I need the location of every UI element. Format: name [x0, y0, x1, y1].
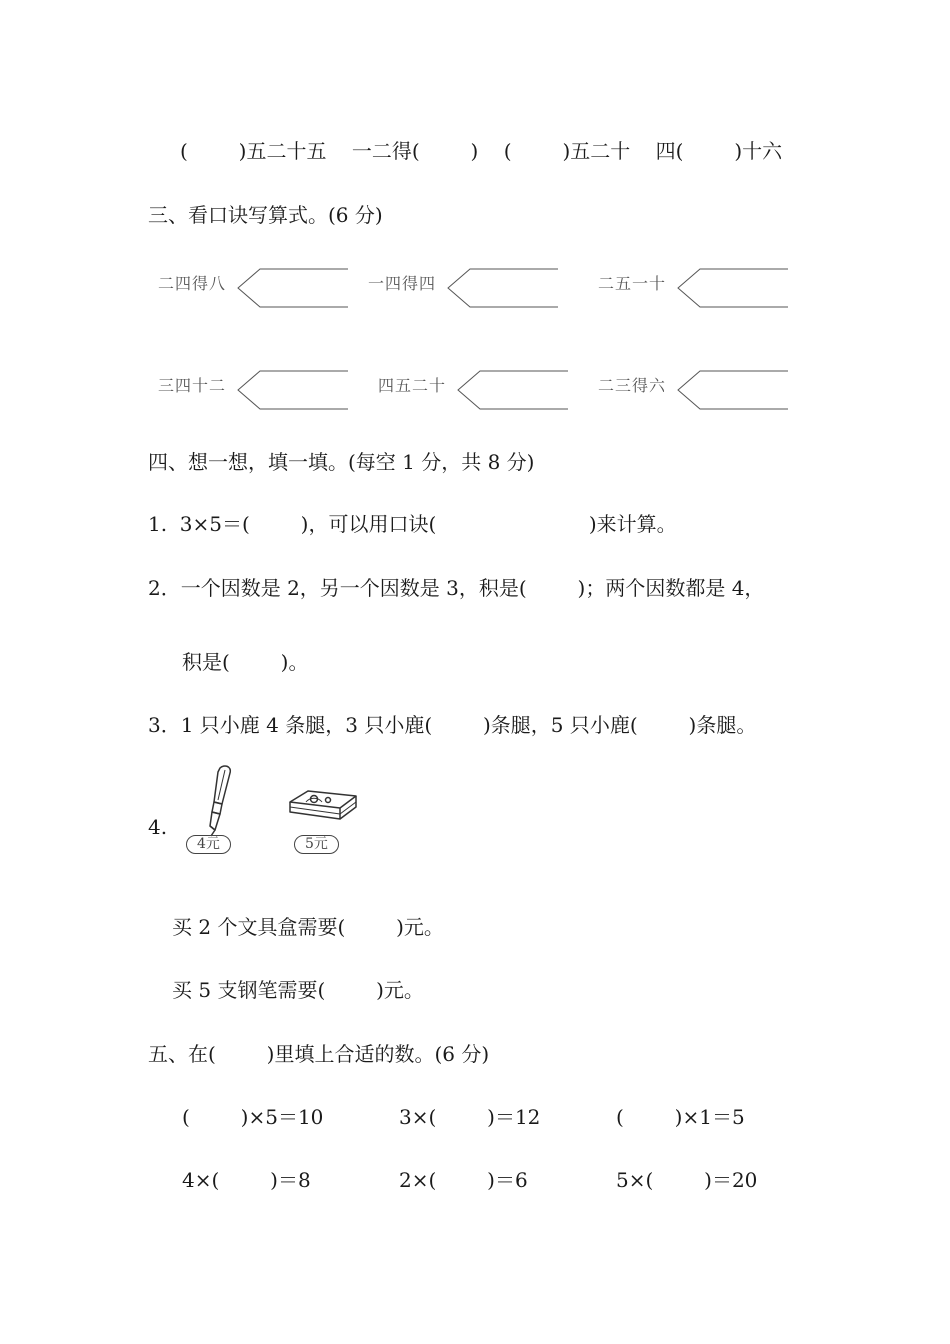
rhyme-text: 二三得六 — [598, 376, 667, 395]
answer-lines — [598, 258, 808, 314]
equation: 2×( )＝6 — [399, 1168, 528, 1192]
equation: 4×( )＝8 — [182, 1168, 311, 1192]
question-2: 2．一个因数是 2，另一个因数是 3，积是( )；两个因数都是 4， — [148, 576, 765, 600]
question-4a: 买 2 个文具盒需要( )元。 — [172, 915, 444, 939]
rhyme-text: 三四十二 — [158, 376, 227, 395]
box-price-tag: 5元 — [294, 835, 339, 854]
section-3-title: 三、看口诀写算式。(6 分) — [148, 203, 383, 227]
equation: 3×( )＝12 — [399, 1105, 541, 1129]
question-4b: 买 5 支钢笔需要( )元。 — [172, 978, 424, 1002]
rhyme-fork — [158, 258, 368, 314]
question-2-continued: 积是( )。 — [182, 650, 309, 674]
pencil-box-icon — [286, 788, 360, 828]
pen-icon — [198, 764, 238, 838]
answer-lines — [158, 258, 368, 314]
equation: ( )×1＝5 — [616, 1105, 745, 1129]
equation: ( )×5＝10 — [182, 1105, 324, 1129]
rhyme-text: 一四得四 — [368, 274, 437, 293]
rhyme-fork — [598, 258, 808, 314]
equation: 5×( )＝20 — [616, 1168, 758, 1192]
section-4-title: 四、想一想，填一填。(每空 1 分，共 8 分) — [148, 450, 535, 474]
rhyme-fork — [598, 360, 808, 416]
answer-lines — [158, 360, 368, 416]
rhyme-text: 二五一十 — [598, 274, 667, 293]
answer-lines — [598, 360, 808, 416]
question-3: 3．1 只小鹿 4 条腿，3 只小鹿( )条腿，5 只小鹿( )条腿。 — [148, 713, 757, 737]
answer-lines — [378, 360, 588, 416]
rhyme-fork — [368, 258, 578, 314]
section-5-title: 五、在( )里填上合适的数。(6 分) — [148, 1042, 490, 1066]
rhyme-fork — [378, 360, 588, 416]
pen-price-tag: 4元 — [186, 835, 231, 854]
question-1: 1. 3×5＝( )，可以用口诀( )来计算。 — [148, 512, 677, 536]
rhyme-text: 二四得八 — [158, 274, 227, 293]
rhyme-fork — [158, 360, 368, 416]
fill-rhymes-line: ( )五二十五 一二得( ) ( )五二十 四( )十六 — [180, 139, 783, 163]
rhyme-text: 四五二十 — [378, 376, 447, 395]
answer-lines — [368, 258, 578, 314]
question-4-number: 4. — [148, 815, 168, 839]
